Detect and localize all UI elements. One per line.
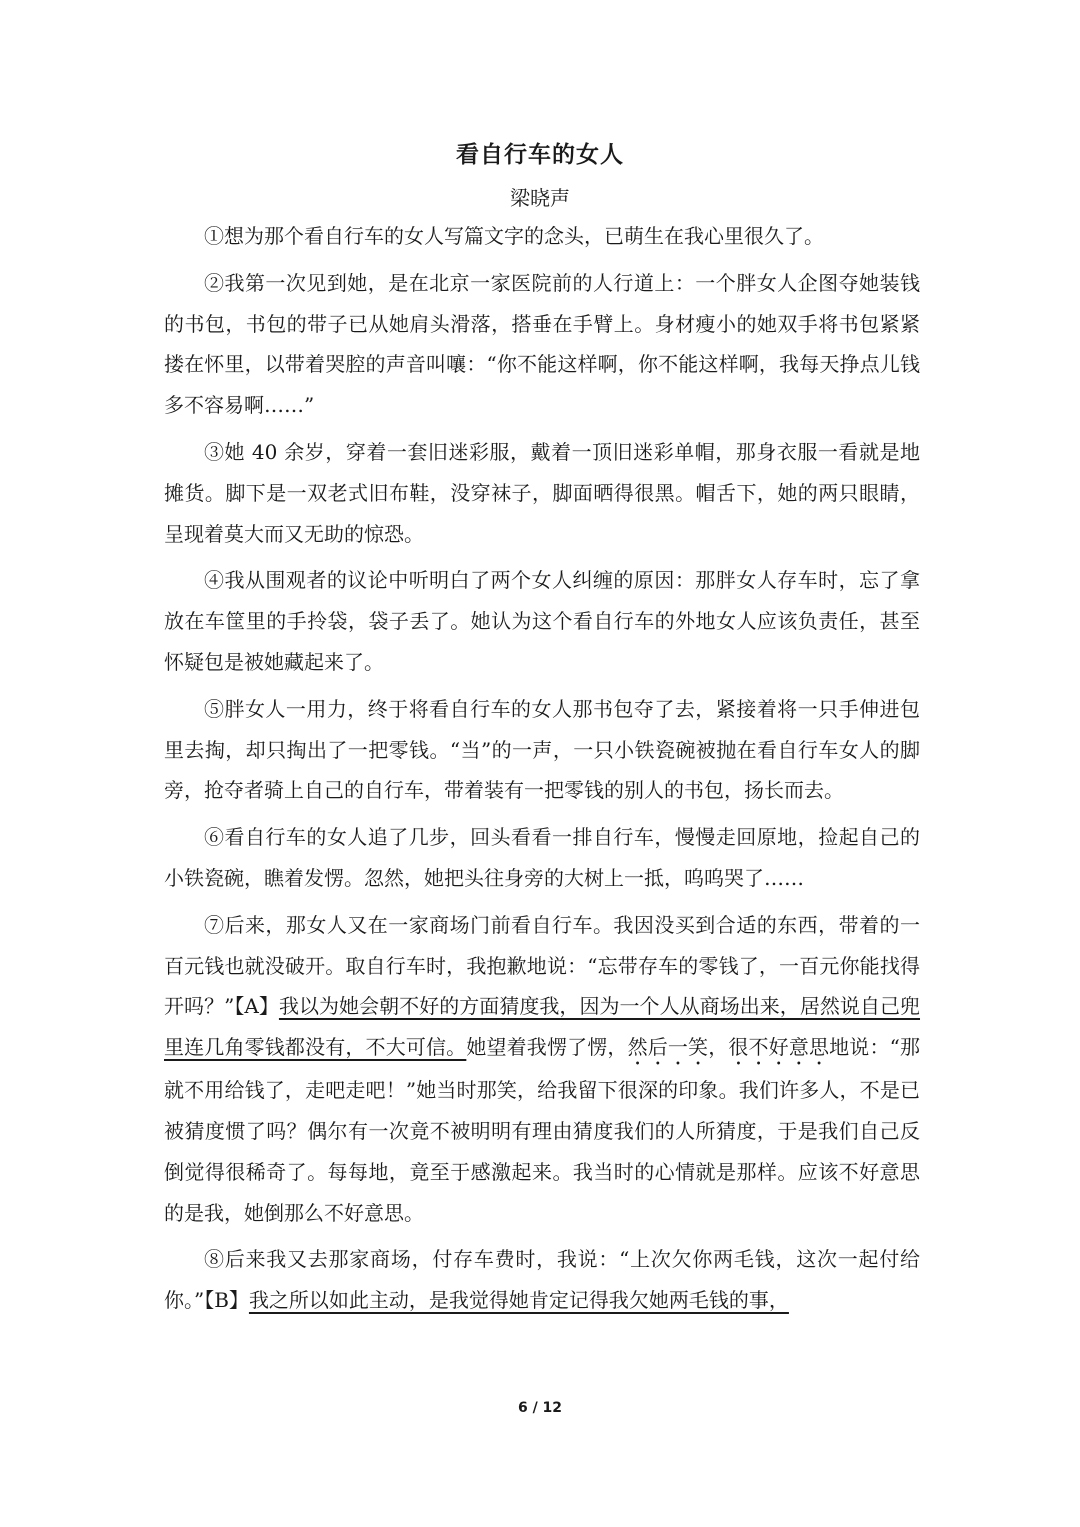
paragraph-6: ⑥看自行车的女人追了几步，回头看看一排自行车，慢慢走回原地，捡起自己的小铁瓷碗，瞧着发愣。忽然，她把头往身旁的大树上一抵，呜呜哭了……	[164, 825, 920, 890]
paragraph-7-rest: 地说：“那就不用给钱了，走吧走吧！”她当时那笑，给我留下很深的印象。我们许多人，不是已被猜度惯了吗？偶尔有一次竟不被明明有理由猜度我们的人所猜度，于是我们自己反倒觉得很稀奇了。每每地，竟至于感激起来。我当时的心情就是那样。应该不好意思的是我，她倒那么不好意思。	[164, 1035, 921, 1225]
paragraph-2: ②我第一次见到她，是在北京一家医院前的人行道上：一个胖女人企图夺她装钱的书包，书包的带子已从她肩头滑落，搭垂在手臂上。身材瘦小的她双手将书包紧紧搂在怀里，以带着哭腔的声音叫嚷：“你不能这样啊，你不能这样啊，我每天挣点儿钱多不容易啊……”	[164, 270, 920, 418]
article-title: 看自行车的女人	[456, 142, 624, 168]
underlined-sentence-b: 我之所以如此主动，是我觉得她肯定记得我欠她两毛钱的事，	[248, 1288, 789, 1313]
paragraph-8	[164, 1239, 920, 1321]
underlined-sentence-a: 我以为她会朝不好的方面猜度我，因为一个人从商场出来，居然说自己兜里连几角零钱都没有，不大可信。	[164, 994, 921, 1060]
paragraph-7-middle: 她望着我愣了愣，	[466, 1035, 628, 1060]
paragraph-5: ⑤胖女人一用力，终于将看自行车的女人那书包夺了去，紧接着将一只手伸进包里去掏，却只掏出了一把零钱。“当”的一声，一只小铁瓷碗被抛在看自行车女人的脚旁，抢夺者骑上自己的自行车，带着装有一把零钱的别人的书包，扬长而去。	[164, 696, 920, 803]
paragraph-8-text: ⑧后来我又去那家商场，付存车费时，我说：“上次欠你两毛钱，这次一起付给你。”	[164, 1247, 920, 1313]
paragraph-7	[164, 905, 920, 1234]
article-body	[164, 216, 920, 1327]
marker-a: 【A】	[234, 994, 279, 1019]
paragraph-4: ④我从围观者的议论中听明白了两个女人纠缠的原因：那胖女人存车时，忘了拿放在车筐里的手拎袋，袋子丢了。她认为这个看自行车的外地女人应该负责任，甚至怀疑包是被她藏起来了。	[164, 568, 920, 674]
page-number: 6 / 12	[517, 1400, 563, 1416]
paragraph-7-text: ⑦后来，那女人又在一家商场门前看自行车。我因没买到合适的东西，带着的一百元钱也就没破开。取自行车时，我抱歉地说：“忘带存车的零钱了，一百元你能找得开吗？”	[164, 912, 920, 1019]
article-author: 梁晓声	[510, 186, 570, 210]
marker-b: 【B】	[204, 1288, 249, 1313]
paragraph-1: ①想为那个看自行车的女人写篇文字的念头，已萌生在我心里很久了。	[204, 224, 824, 248]
dotted-phrase: 然后一笑，很不好意思	[627, 1035, 830, 1060]
paragraph-3: ③她 40 余岁，穿着一套旧迷彩服，戴着一顶旧迷彩单帽，那身衣服一看就是地摊货。脚下是一双老式旧布鞋，没穿袜子，脚面晒得很黑。帽舌下，她的两只眼睛，呈现着莫大而又无助的惊恐。	[164, 439, 920, 546]
